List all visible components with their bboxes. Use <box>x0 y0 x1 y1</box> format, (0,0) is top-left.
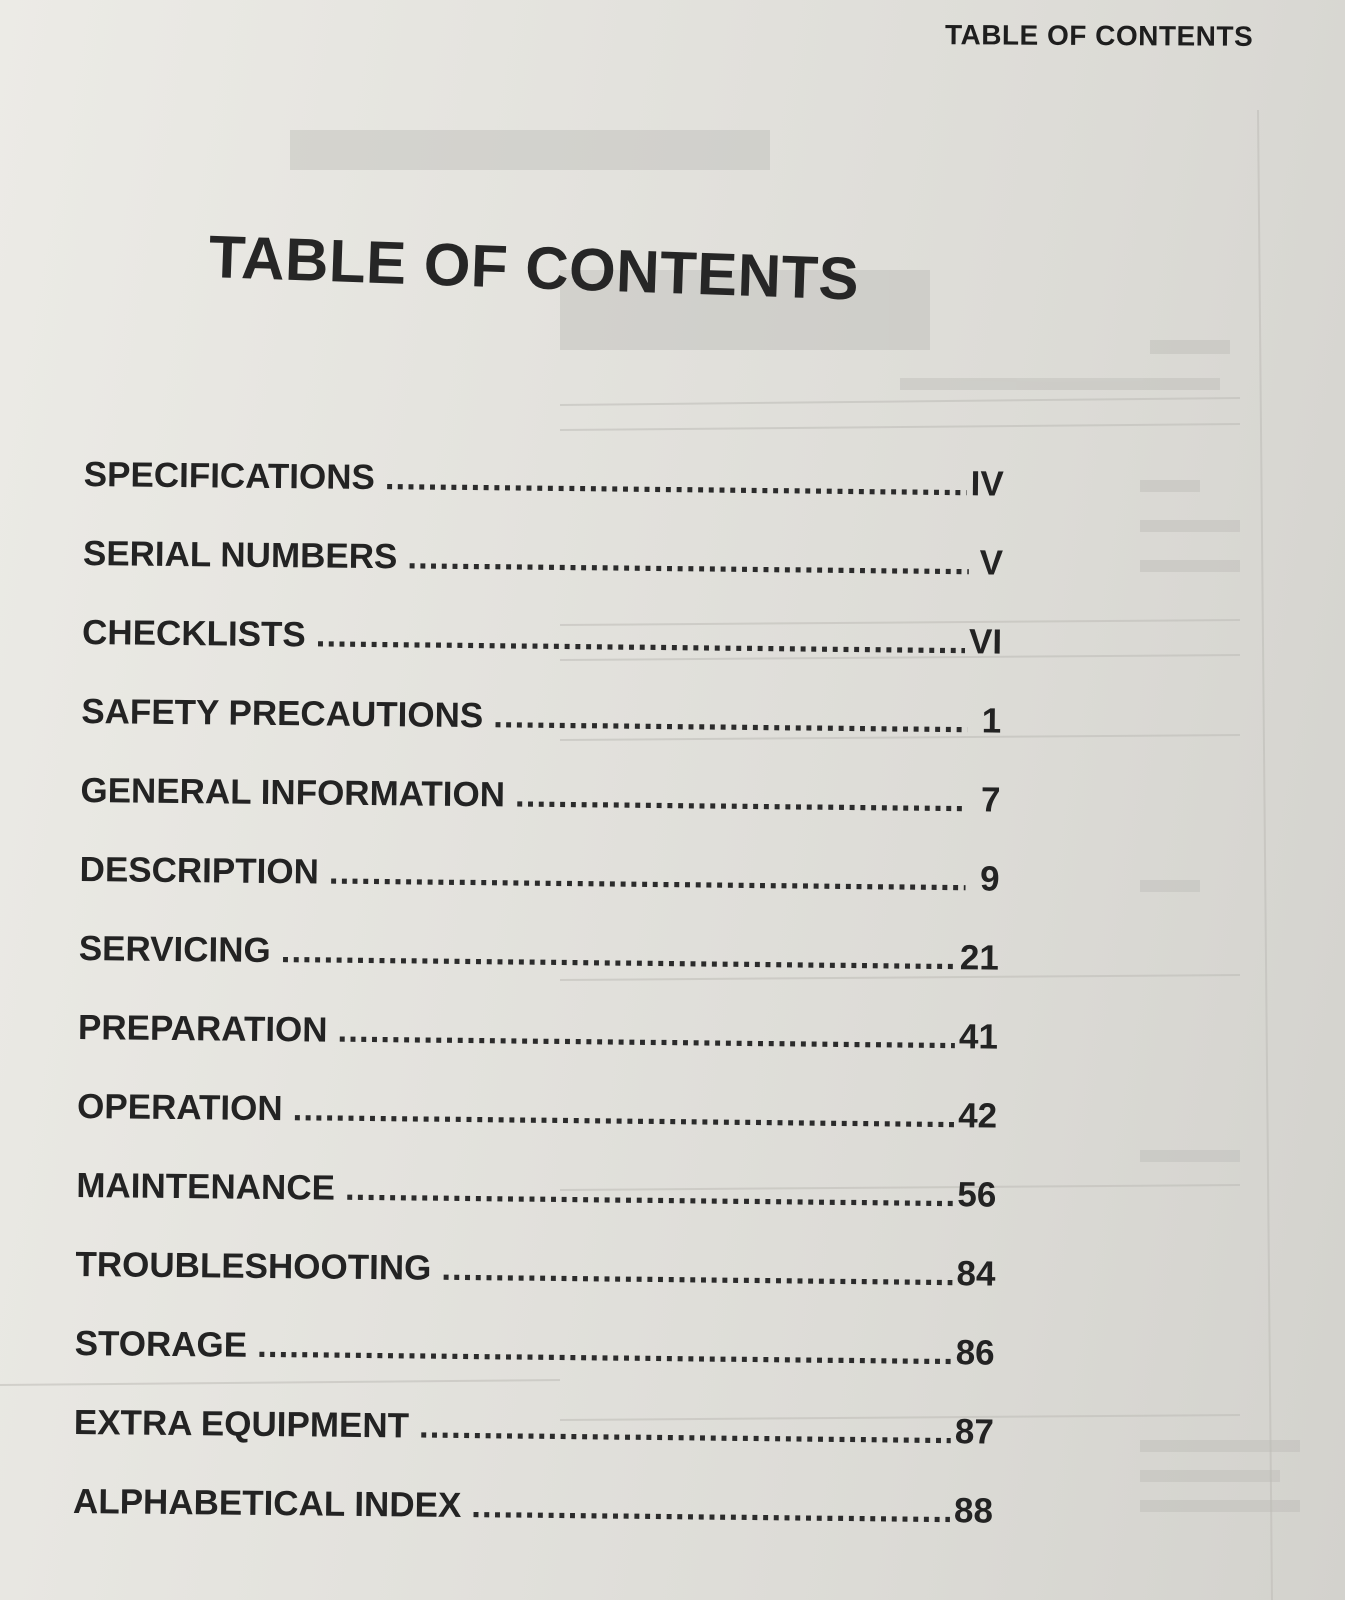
toc-entry <box>79 850 1000 939</box>
dot-leader <box>316 615 966 662</box>
toc-entry <box>83 455 1004 544</box>
toc-entry <box>74 1324 995 1413</box>
dot-leader <box>515 776 967 821</box>
dot-leader <box>471 1486 950 1531</box>
toc-entry-label: DESCRIPTION <box>79 849 320 892</box>
toc-entry-label: SERIAL NUMBERS <box>82 533 398 577</box>
toc-entry-page: 7 <box>980 780 1001 820</box>
toc-entry-label: SPECIFICATIONS <box>83 455 376 498</box>
toc-entry <box>77 1087 998 1176</box>
toc-entry-label: PREPARATION <box>77 1007 328 1050</box>
toc-entry-page: VI <box>968 622 1003 662</box>
toc-entry-page: 42 <box>957 1096 998 1136</box>
toc-entry-page: 86 <box>955 1333 995 1373</box>
dot-leader <box>419 1407 951 1453</box>
table-of-contents-list <box>72 455 1004 1571</box>
toc-entry <box>82 613 1003 702</box>
dot-leader <box>292 1089 954 1136</box>
dot-leader <box>337 1011 955 1057</box>
toc-entry <box>77 1008 998 1097</box>
toc-entry-label: CHECKLISTS <box>81 612 306 655</box>
toc-entry-page: 21 <box>959 938 999 978</box>
toc-entry-label: EXTRA EQUIPMENT <box>73 1402 410 1446</box>
toc-entry-label: SAFETY PRECAUTIONS <box>81 691 484 736</box>
running-head: TABLE OF CONTENTS <box>944 19 1254 52</box>
dot-leader <box>385 458 967 504</box>
toc-entry <box>80 771 1001 860</box>
dot-leader <box>257 1326 952 1373</box>
dot-leader <box>441 1249 953 1294</box>
toc-entry-label: STORAGE <box>74 1323 248 1365</box>
toc-entry-page: 41 <box>958 1017 999 1057</box>
toc-entry-page: 9 <box>979 859 1000 899</box>
toc-entry-page: 84 <box>956 1254 996 1294</box>
toc-entry-label: SERVICING <box>78 928 271 970</box>
toc-entry <box>78 929 999 1018</box>
toc-entry <box>81 692 1002 781</box>
toc-entry <box>73 1403 994 1492</box>
toc-entry-page: 56 <box>957 1175 997 1215</box>
toc-entry-page: IV <box>970 464 1004 504</box>
dot-leader <box>281 931 957 978</box>
toc-entry-label: ALPHABETICAL INDEX <box>72 1481 462 1526</box>
toc-entry <box>75 1245 996 1334</box>
toc-entry-page: V <box>979 543 1004 583</box>
toc-entry-label: MAINTENANCE <box>76 1165 336 1208</box>
dot-leader <box>329 853 966 900</box>
dot-leader <box>407 537 969 583</box>
toc-entry-label: OPERATION <box>76 1086 283 1129</box>
toc-entry-page: 1 <box>981 701 1002 741</box>
page-title: TABLE OF CONTENTS <box>207 223 861 313</box>
toc-entry-page: 87 <box>954 1412 995 1452</box>
toc-entry <box>76 1166 997 1255</box>
toc-entry <box>82 534 1003 623</box>
dot-leader <box>345 1169 954 1215</box>
toc-entry-page: 88 <box>953 1491 994 1531</box>
toc-entry-label: GENERAL INFORMATION <box>80 770 506 815</box>
toc-entry-label: TROUBLESHOOTING <box>75 1244 432 1288</box>
toc-entry <box>72 1482 993 1571</box>
dot-leader <box>493 696 967 741</box>
